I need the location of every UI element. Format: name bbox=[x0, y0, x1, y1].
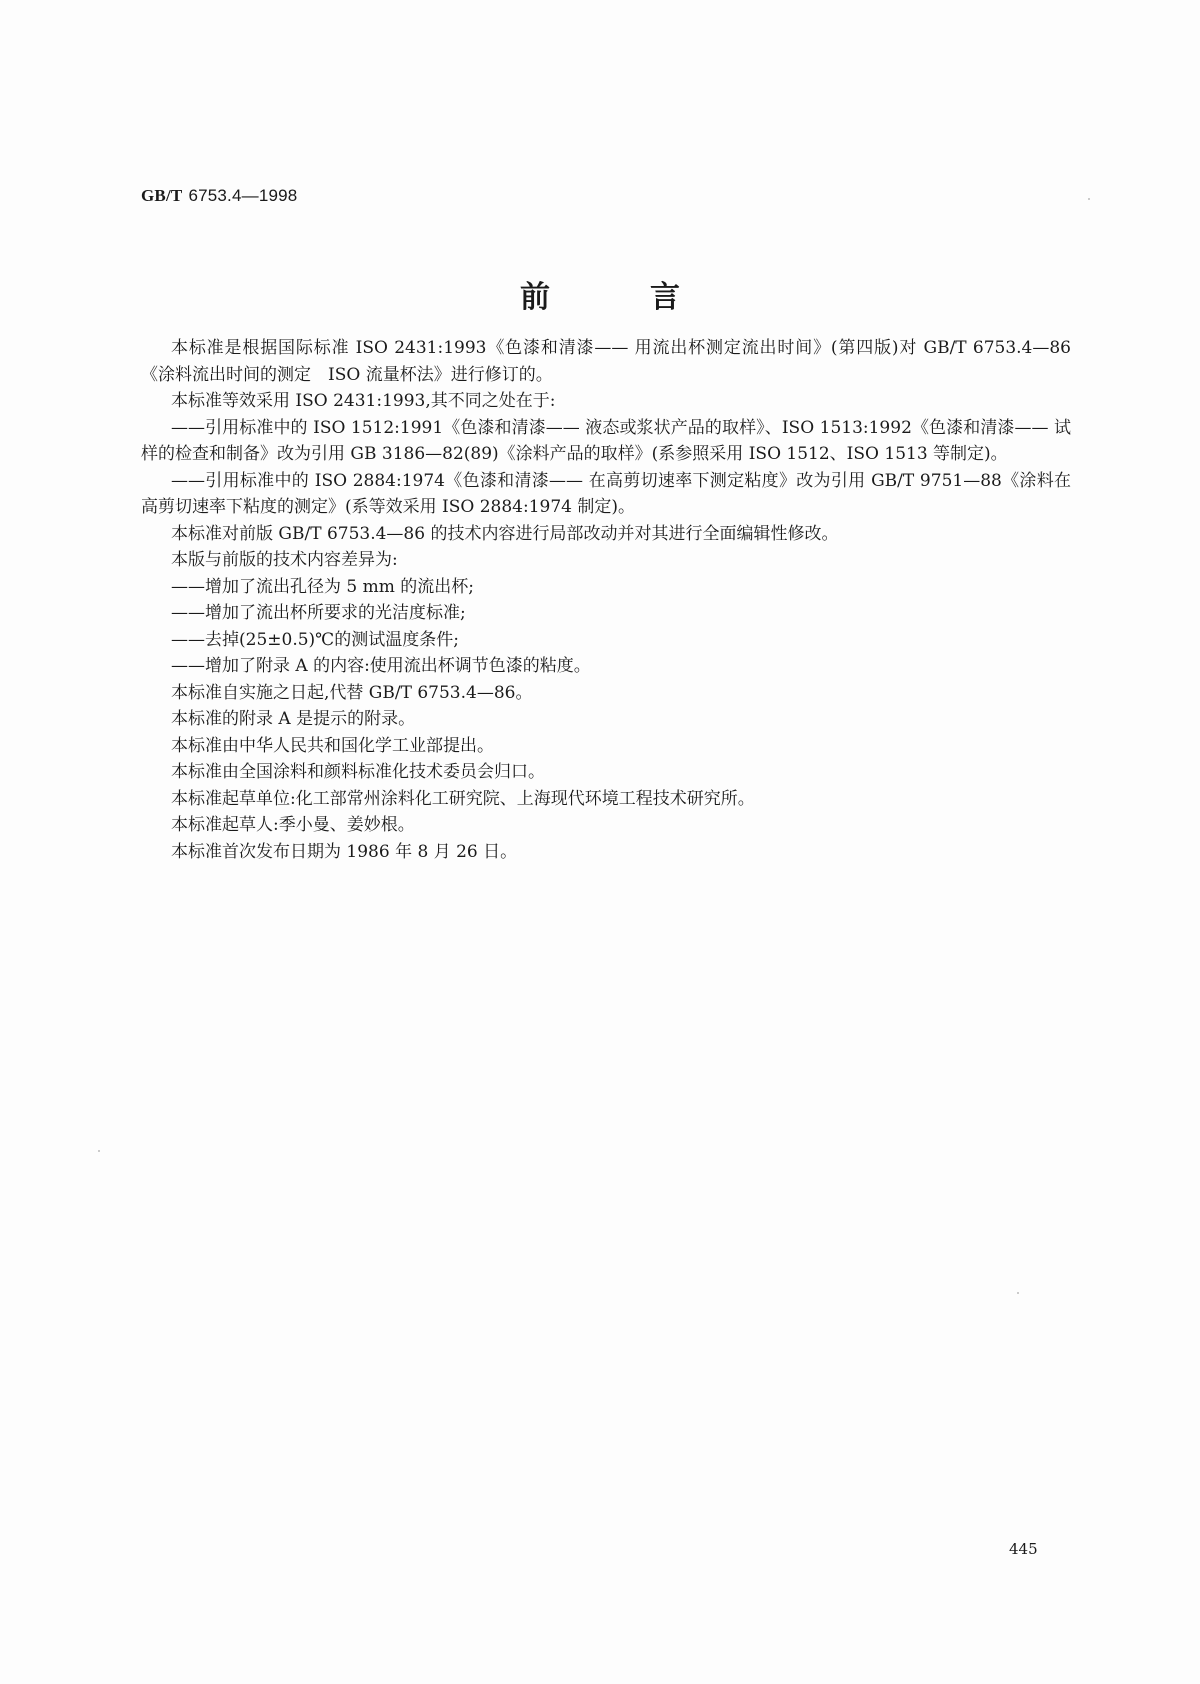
paragraph: ——引用标准中的 ISO 2884:1974《色漆和清漆—— 在高剪切速率下测定粘度》改为引用 GB/T 9751—88《涂料在高剪切速率下粘度的测定》(系等效采用 ISO 2884:1974 制定)。 bbox=[141, 470, 1071, 517]
standard-number bbox=[141, 186, 297, 206]
paragraph: 本标准首次发布日期为 1986 年 8 月 26 日。 bbox=[171, 841, 518, 862]
paragraph: 本标准是根据国际标准 ISO 2431:1993《色漆和清漆—— 用流出杯测定流出时间》(第四版)对 GB/T 6753.4—86《涂料流出时间的测定 ISO 流量杯法》进行修订的。 bbox=[141, 338, 1071, 385]
paragraph: 本标准自实施之日起,代替 GB/T 6753.4—86。 bbox=[171, 682, 533, 703]
paragraph: ——引用标准中的 ISO 1512:1991《色漆和清漆—— 液态或浆状产品的取样》、ISO 1513:1992《色漆和清漆—— 试样的检查和制备》改为引用 GB 3186—82(89)《涂料产品的取样》(系参照采用 ISO 1512、ISO 1513 等制定)。 bbox=[141, 417, 1071, 464]
list-item: ——增加了流出杯所要求的光洁度标准; bbox=[171, 603, 466, 623]
scan-speck bbox=[1088, 198, 1090, 200]
scan-speck bbox=[98, 1150, 100, 1152]
paragraph: 本标准起草单位:化工部常州涂料化工研究院、上海现代环境工程技术研究所。 bbox=[171, 788, 755, 809]
page-title: 前言 bbox=[520, 280, 780, 315]
paragraph: 本标准对前版 GB/T 6753.4—86 的技术内容进行局部改动并对其进行全面编辑性修改。 bbox=[171, 523, 839, 544]
page-number: 445 bbox=[1009, 1540, 1038, 1558]
standard-code: 6753.4—1998 bbox=[188, 186, 298, 205]
scan-speck bbox=[1017, 1292, 1019, 1294]
paragraph: 本标准起草人:季小曼、姜妙根。 bbox=[171, 815, 415, 835]
paragraph: 本版与前版的技术内容差异为: bbox=[171, 550, 398, 570]
paragraph: 本标准等效采用 ISO 2431:1993,其不同之处在于: bbox=[171, 391, 556, 411]
foreword-body bbox=[141, 335, 1071, 865]
paragraph: 本标准的附录 A 是提示的附录。 bbox=[171, 709, 416, 729]
list-item: ——增加了流出孔径为 5 mm 的流出杯; bbox=[171, 576, 474, 597]
paragraph: 本标准由全国涂料和颜料标准化技术委员会归口。 bbox=[171, 762, 545, 782]
list-item: ——去掉(25±0.5)℃的测试温度条件; bbox=[171, 629, 459, 650]
list-item: ——增加了附录 A 的内容:使用流出杯调节色漆的粘度。 bbox=[171, 656, 591, 676]
paragraph: 本标准由中华人民共和国化学工业部提出。 bbox=[171, 735, 494, 756]
standard-prefix: GB/T bbox=[141, 186, 183, 205]
